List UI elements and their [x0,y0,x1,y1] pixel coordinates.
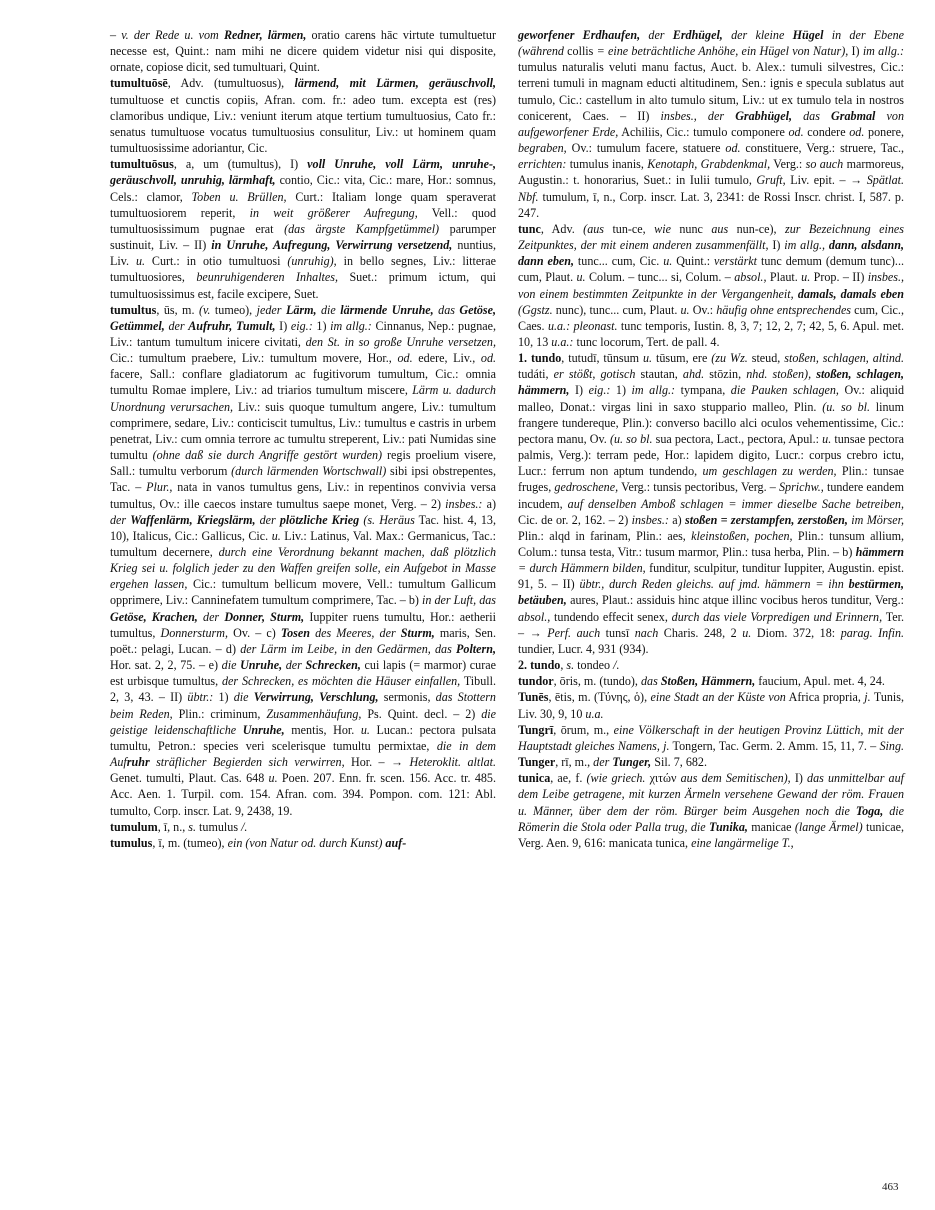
dictionary-entry: geworfener Erdhaufen, der Erdhügel, der kleine Hügel in der Ebene (während collis = eine beträchtliche Anhöhe, ein Hügel von Natur), I) im allg.: tumulus naturalis veluti manu factus, Auct. b. Alex.: tumuli silvestres, Cic.: terreni tumuli in magnam educti altitudinem, Sen.: ignis e specula sublatus aut tumulo, Cic.: castellum in alto tumulo situm, Liv.: ut ex tumulo tela in nostros conicerent, Caes. – II) insbes., der Grabhügel, das Grabmal von aufgeworfener Erde, Achiliis, Cic.: tumulo componere od. condere od. ponere, begraben, Ov.: tumulum facere, statuere od. constituere, Verg.: struere, Tac., errichten: tumulus inanis, Kenotaph, Grabdenkmal, Verg.: so auch marmoreus, Augustin.: t. honorarius, Suet.: in Iulii tumulo, Gruft, Liv. epit. – → Spätlat. Nbf. tumulum, ī, n., Corp. inscr. Lat. 3, 2341: de Rossi Inscr. christ. I, 587. p. 247. [518,28,905,220]
dictionary-entry: tundor, ōris, m. (tundo), das Stoßen, Hämmern, faucium, Apul. met. 4, 24. [518,674,885,689]
left-column [110,27,496,851]
dictionary-entry: 2. tundo, s. tondeo /. [518,658,620,673]
dictionary-entry: tunica, ae, f. (wie griech. χιτών aus dem Semitischen), I) das unmittelbar auf dem Leibe getragene, mit kurzen Ärmeln versehene Gewand der röm. Frauen u. Männer, über dem der röm. Bürger beim Ausgehen noch die Toga, die Römerin die Stola oder Palla trug, die Tunika, manicae (lange Ärmel) tunicae, Verg. Aen. 9, 616: manicata tunica, eine langärmelige T., [518,771,905,850]
dictionary-entry: Tungrī, ōrum, m., eine Völkerschaft in der heutigen Provinz Lüttich, mit der Hauptstadt gleiches Namens, j. Tongern, Tac. Germ. 2. Amm. 15, 11, 7. – Sing. Tunger, rī, m., der Tunger, Sil. 7, 682. [518,722,905,770]
dictionary-entry: tumulum, ī, n., s. tumulus /. [110,819,248,834]
dictionary-entry: tumultuōsus, a, um (tumultus), I) voll Unruhe, voll Lärm, unruhe-, geräuschvoll, unruhig, lärmhaft, contio, Cic.: vita, Cic.: mare, Hor.: somnus, Cels.: clamor, Toben u. Brüllen, Curt.: Italiam longe quam speraverat tumultuosiorem reperit, in weit größerer Aufregung, Vell.: quod tumultuosissimum pugnae erat (das ärgste Kampfgetümmel) parumper sustinuit, Liv. – II) in Unruhe, Aufregung, Verwirrung versetzend, nuntius, Liv. u. Curt.: in otio tumultuosi (unruhig), in bello segnes, Liv.: litterae tumultuosiores, beunruhigenderen Inhaltes, Suet.: primum ictum, qui tumultuosissimus est, facile excipere, Suet. [110,157,497,301]
dictionary-entry: tunc, Adv. (aus tun-ce, wie nunc aus nun-ce), zur Bezeichnung eines Zeitpunktes, der mit einem anderen zusammenfällt, I) im allg., dann, alsdann, dann eben, tunc... cum, Cic. u. Quint.: verstärkt tunc demum (demum tunc)... cum, Plaut. u. Colum. – tunc... si, Colum. – absol., Plaut. u. Prop. – II) insbes., von einem bestimmten Zeitpunkte in der Vergangenheit, damals, damals eben (Ggstz. nunc), tunc... cum, Plaut. u. Ov.: häufig ohne entsprechendes cum, Cic., Caes. u.a.: pleonast. tunc temporis, Iustin. 8, 3, 7; 12, 2, 7; 42, 5, 6. Apul. met. 10, 13 u.a.: tunc locorum, Tert. de pall. 4. [518,221,905,349]
dictionary-entry: tumultuōsē, Adv. (tumultuosus), lärmend, mit Lärmen, geräuschvoll, tumultuose et cunctis copiis, Afran. com. fr.: adeo tum. excepta est (res) clamoribus undique, Liv.: veniunt iterum atque tertium tumultuosius, Cato fr.: senatus tumultuose vocatus tumultuosius consulitur, Liv.: ut hominem quam tumultuosissime adoriantur, Cic. [110,76,496,156]
dictionary-entry: 1. tundo, tutudī, tūnsum u. tūsum, ere (zu Wz. steud, stoßen, schlagen, altind. tudáti, er stößt, gotisch stautan, ahd. stōzin, nhd. stoßen), stoßen, schlagen, hämmern, I) eig.: 1) im allg.: tympana, die Pauken schlagen, Ov.: aliquid malleo, Donat.: virgas lini in saxo stuppario malleo, Plin. (u. so bl. linum frangere tundereque, Plin.): converso bacillo alci oculos vehementissime, Cic.: pectora manu, Ov. (u. so bl. sua pectora, Lact., pectora, Apul.: u. tunsae pectora palmis, Verg.): terram pede, Hor.: lapidem digito, Lucr.: corpus crebro ictu, Lucr.: ferrum non aptum tundendo, um geschlagen zu werden, Plin.: tunsae fruges, gedroschene, Verg.: tunsis pectoribus, Verg. – Sprichw., tundere eandem incudem, auf denselben Amboß schlagen = immer dieselbe Sache betreiben, Cic. de or. 2, 162. – 2) insbes.: a) stoßen = zerstampfen, zerstoßen, im Mörser, Plin.: alqd in farinam, Plin.: aes, kleinstoßen, pochen, Plin.: tunsum allium, Colum.: tunsa testa, Vitr.: tusum marmor, Plin.: tusa herba, Plin. – b) hämmern = durch Hämmern bilden, funditur, sculpitur, tunditur Iuppiter, Augustin. epist. 91, 5. – II) übtr., durch Reden gleichs. auf jmd. hämmern = ihn bestürmen, betäuben, aures, Plaut.: assiduis hinc atque illinc vocibus heros tunditur, Verg.: absol., tundendo effecit senex, durch das viele Vorpredigen und Erinnern, Ter. – → Perf. auch tunsī nach Charis. 248, 2 u. Diom. 372, 18: parag. Infin. tundier, Lucr. 4, 931 (934). [518,351,905,656]
dictionary-entry: tumulus, ī, m. (tumeo), ein (von Natur od. durch Kunst) auf- [110,835,407,850]
dictionary-entry: Tunēs, ētis, m. (Τύνης, ὁ), eine Stadt an der Küste von Africa propria, j. Tunis, Liv. 30, 9, 10 u.a. [518,690,905,721]
dictionary-entry: – v. der Rede u. vom Redner, lärmen, oratio carens hāc virtute tumultuetur necesse est, Quint.: nam mihi ne dicere quidem videtur nisi qui disposite, ornate, copiose dicit, sed tumultuari, Quint. [110,28,496,75]
right-column [518,27,904,851]
page-number: 463 [882,1181,899,1193]
dictionary-entry: tumultus, ūs, m. (v. tumeo), jeder Lärm, die lärmende Unruhe, das Getöse, Getümmel, der Aufruhr, Tumult, I) eig.: 1) im allg.: Cinnanus, Nep.: pugnae, Liv.: tantum tumultum inicere civitati, den St. in so große Unruhe versetzen, Cic.: tumultum praebere, Liv.: tumultum movere, Hor., od. edere, Liv., od. facere, Sall.: conflare gladiatorum ac fugitivorum tumultum, Cic.: omnia tumultu Romae implere, Liv.: ad triarios tumultum miscere, Lärm u. dadurch Unordnung verursachen, Liv.: suis quoque tumultum angere, Liv.: tumultum comprimere, sedare, Liv.: conticiscit tumultus, Liv.: tumultus e castris in urbem penetrat, Liv.: cum omnia terrore ac tumultu streperent, Liv.: pati Numidas sine tumultu (ohne daß sie durch Angriffe gestört wurden) regis proelium visere, Sall.: tumultu verborum (durch lärmenden Wortschwall) sibi ipsi obstrepentes, Tac. – Plur., nata in vanos tumultus gens, Liv.: in repentinos convivia versa tumultus, Ov.: ille caecos instare tumultus saepe monet, Verg. – 2) insbes.: a) der Waffenlärm, Kriegslärm, der plötzliche Krieg (s. Heräus Tac. hist. 4, 13, 10), Italicus, Cic.: Gallicus, Cic. u. Liv.: Latinus, Val. Max.: Germanicus, Tac.: tumultum decernere, durch eine Verordnung bekannt machen, daß plötzlich Krieg sei u. folglich jeder zu den Waffen greifen solle, ein Aufgebot in Masse ergehen lassen, Cic.: tumultum bellicum movere, Vell.: tumultum Gallicum opprimere, Liv.: Canninefatem tumultum comprimere, Tac. – b) in der Luft, das Getöse, Krachen, der Donner, Sturm, Iuppiter ruens tumultu, Hor.: aetherii tumultus, Donnersturm, Ov. – c) Tosen des Meeres, der Sturm, maris, Sen. poët.: pelagi, Lucan. – d) der Lärm im Leibe, in den Gedärmen, das Poltern, Hor. sat. 2, 2, 75. – e) die Unruhe, der Schrecken, cui lapis (= marmor) curae est urbisque tumultus, der Schrecken, es möchten die Häuser einfallen, Tibull. 2, 3, 43. – II) übtr.: 1) die Verwirrung, Verschlung, sermonis, das Stottern beim Reden, Plin.: criminum, Zusammenhäufung, Ps. Quint. decl. – 2) die geistige leidenschaftliche Unruhe, mentis, Hor. u. Lucan.: pectora pulsata tumultu, Petron.: species veri scelerisque tumultu permixtae, die in dem Aufruhr sträflicher Begierden sich verwirren, Hor. – → Heteroklit. altlat. Genet. tumulti, Plaut. Cas. 648 u. Poen. 207. Enn. fr. scen. 156. Acc. tr. 485. Acc. Aen. 1. Turpil. com. 154. Afran. com. 394. Pompon. com. 121: Abl. tumulto, Corp. inscr. Lat. 9, 2438, 19. [110,302,497,818]
